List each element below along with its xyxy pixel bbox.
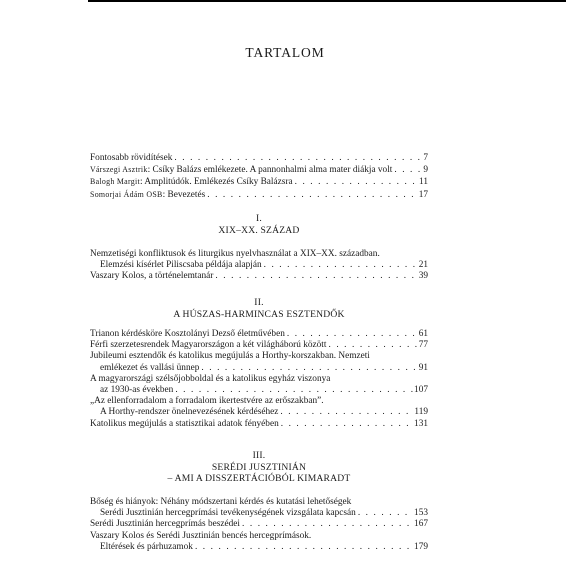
- dot-leader: [207, 190, 417, 201]
- page-number: 9: [423, 165, 428, 176]
- dot-leader: [195, 542, 413, 553]
- section-1-list: [90, 249, 428, 283]
- dot-leader: [295, 177, 418, 188]
- entry-title: A magyarországi szélsőjobboldal és a katolikus egyház viszonya: [90, 373, 331, 384]
- entry-title: Vaszary Kolos, a történelemtanár: [90, 271, 214, 282]
- toc-entry: [90, 271, 428, 282]
- section-subtitle: – AMI A DISSZERTÁCIÓBÓL KIMARADT: [167, 473, 351, 484]
- page-number: 11: [419, 177, 428, 188]
- section-numeral: II.: [254, 297, 264, 308]
- section-title: A HÚSZAS-HARMINCAS ESZTENDŐK: [173, 308, 345, 320]
- entry-author: Várszegi Asztrik: [90, 165, 148, 175]
- dot-leader: [175, 385, 413, 396]
- toc-entry: [90, 340, 428, 351]
- entry-title: Katolikus megújulás a statisztikai adatok fényében: [90, 418, 279, 429]
- dot-leader: [242, 519, 413, 530]
- page-number: 21: [418, 260, 428, 271]
- entry-title: Nemzetiségi konfliktusok és liturgikus nyelvhasználat a XIX–XX. században.: [90, 249, 380, 259]
- page-number: 39: [418, 271, 428, 282]
- dot-leader: [394, 165, 422, 176]
- toc-entry: [90, 153, 428, 164]
- entry-title-cont: A Horthy-rendszer önelnevezésének kérdéséhez: [100, 407, 279, 418]
- section-title: SERÉDI JUSZTINIÁN: [211, 461, 307, 473]
- page-number: 167: [414, 519, 428, 530]
- entry-title: „Az ellenforradalom a forradalom ikertestvére az erőszakban”.: [90, 396, 324, 407]
- section-heading: [90, 213, 428, 236]
- entry-title: Vaszary Kolos és Serédi Jusztinián bencés hercegprímások.: [90, 530, 312, 541]
- section-2-list: [90, 329, 428, 430]
- dot-leader: [281, 419, 413, 430]
- entry-title-cont: Eltérések és párhuzamok: [100, 541, 193, 552]
- page-number: 7: [423, 153, 428, 163]
- page-number: 179: [414, 541, 428, 552]
- entry-title: Jubileumi esztendők és katolikus megújulás a Horthy-korszakban. Nemzeti: [90, 351, 370, 362]
- toc-entry: [90, 176, 428, 188]
- entry-title: Fontosabb rövidítések: [90, 153, 173, 163]
- toc-entry: [90, 363, 428, 374]
- section-heading: [90, 297, 428, 320]
- toc-entry: [90, 407, 428, 418]
- front-matter-list: [90, 153, 428, 201]
- entry-title: Serédi Jusztinián hercegprímás beszédei: [90, 519, 240, 530]
- dot-leader: [280, 407, 413, 418]
- page-number: 153: [414, 508, 428, 519]
- entry-title: Bőség és hiányok: Néhány módszertani kérdés és kutatási lehetőségek: [90, 497, 352, 507]
- page-number: 131: [414, 418, 428, 429]
- dot-leader: [264, 260, 418, 271]
- toc-entry: [90, 329, 428, 340]
- toc-entry: [90, 419, 428, 430]
- entry-title-cont: Serédi Jusztinián hercegprímási tevékenységének vizsgálata kapcsán: [100, 508, 356, 519]
- page-number: 77: [418, 340, 428, 351]
- entry-title: : Csíky Balázs emlékezete. A pannonhalmi alma mater diákja volt: [147, 165, 393, 176]
- page-number: 119: [414, 407, 428, 418]
- entry-title: Trianon kérdésköre Kosztolányi Dezső életművében: [90, 329, 285, 339]
- page-number: 91: [418, 362, 428, 373]
- toc-entry: [90, 164, 428, 176]
- toc-entry: [90, 189, 428, 201]
- dot-leader: [287, 329, 418, 340]
- toc-entry: [90, 508, 428, 519]
- entry-title-cont: Elemzési kísérlet Piliscsaba példája alapján: [100, 260, 262, 271]
- toc-entry: [90, 260, 428, 271]
- entry-author: Somorjai Ádám OSB: [90, 189, 163, 199]
- dot-leader: [201, 363, 417, 374]
- entry-title: : Bevezetés: [162, 189, 206, 200]
- dot-leader: [215, 271, 417, 282]
- section-heading: [90, 450, 428, 485]
- page-title: TARTALOM: [245, 45, 325, 60]
- dot-leader: [328, 340, 417, 351]
- dot-leader: [358, 508, 413, 519]
- page-number: 17: [418, 189, 428, 200]
- entry-title-cont: az 1930-as években: [100, 385, 174, 396]
- entry-title-cont: emlékezet és vallási ünnep: [100, 362, 200, 373]
- dot-leader: [174, 153, 422, 164]
- section-numeral: I.: [256, 213, 262, 224]
- section-3-list: [90, 497, 428, 553]
- page-number: 61: [418, 329, 428, 339]
- section-numeral: III.: [252, 450, 266, 461]
- entry-title: : Amplitúdók. Emlékezés Csíky Balázsra: [140, 177, 293, 188]
- toc-entry: [90, 519, 428, 530]
- page-number: 107: [414, 385, 428, 396]
- toc-entry: [90, 542, 428, 553]
- top-rule: [88, 0, 566, 2]
- entry-title: Férfi szerzetesrendek Magyarországon a két világháború között: [90, 340, 327, 351]
- section-title: XIX–XX. SZÁZAD: [218, 224, 300, 236]
- entry-author: Balogh Margit: [90, 177, 140, 187]
- toc-entry: [90, 385, 428, 396]
